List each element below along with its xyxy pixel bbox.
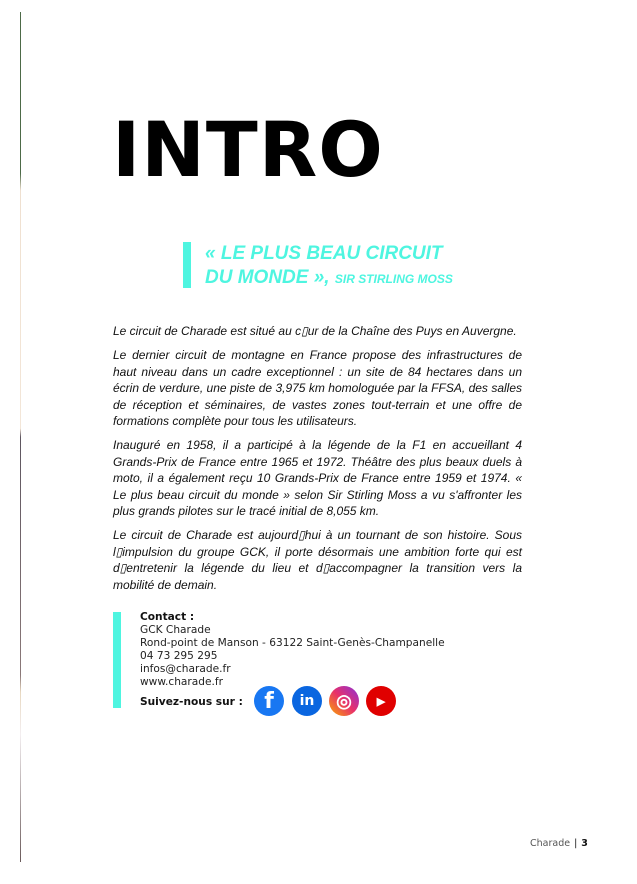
pull-quote — [205, 242, 453, 291]
youtube-icon[interactable]: ▶ — [366, 686, 396, 716]
contact-accent-bar — [113, 612, 121, 708]
page-title: INTRO — [112, 105, 384, 194]
quote-line-1: « LE PLUS BEAU CIRCUIT — [205, 243, 443, 264]
contact-website[interactable]: www.charade.fr — [140, 676, 223, 688]
facebook-icon[interactable]: f — [254, 686, 284, 716]
contact-address: Rond-point de Manson - 63122 Saint-Genès-Champanelle — [140, 637, 445, 649]
page-edge-strip — [20, 12, 21, 862]
follow-label: Suivez-nous sur : — [140, 696, 243, 708]
page-footer — [530, 838, 588, 849]
page-number: 3 — [581, 838, 588, 849]
contact-phone: 04 73 295 295 — [140, 650, 218, 662]
paragraph: Inauguré en 1958, il a participé à la légende de la F1 en accueillant 4 Grands-Prix de France entre 1965 et 1972. Théâtre des plus beaux duels à moto, il a également reçu 10 Grands-Prix de France entre 1959 et 1974. « Le plus beau circuit du monde » selon Sir Stirling Moss a vu s'affronter les plus grands pilotes sur le tracé initial de 8,055 km. — [113, 438, 522, 519]
instagram-icon[interactable]: ◎ — [329, 686, 359, 716]
body-text — [113, 323, 522, 601]
contact-email[interactable]: infos@charade.fr — [140, 663, 231, 675]
contact-org: GCK Charade — [140, 624, 211, 636]
linkedin-icon[interactable]: in — [292, 686, 322, 716]
quote-author: SIR STIRLING MOSS — [334, 272, 453, 286]
paragraph: Le circuit de Charade est situé au c▯ur de la Chaîne des Puys en Auvergne. — [113, 324, 517, 338]
contact-block — [140, 611, 445, 689]
paragraph: Le circuit de Charade est aujourd▯hui à un tournant de son histoire. Sous l▯impulsion du groupe GCK, il porte désormais une ambition forte qui est d▯entretenir la légende du lieu et d▯accompagner la transition vers la mobilité de demain. — [113, 528, 522, 592]
contact-heading: Contact : — [140, 611, 195, 623]
quote-accent-bar — [183, 242, 191, 288]
footer-separator: | — [574, 838, 578, 849]
quote-line-2: DU MONDE », — [205, 267, 330, 288]
footer-brand: Charade — [530, 838, 571, 849]
paragraph: Le dernier circuit de montagne en France propose des infrastructures de haut niveau dans un cadre exceptionnel : un site de 84 hectares dans un écrin de verdure, une piste de 3,975 km homologuée par la FFSA, des salles de réception et séminaires, de vastes zones tout-terrain et une offre de formations complète pour tous les utilisateurs. — [113, 348, 522, 429]
